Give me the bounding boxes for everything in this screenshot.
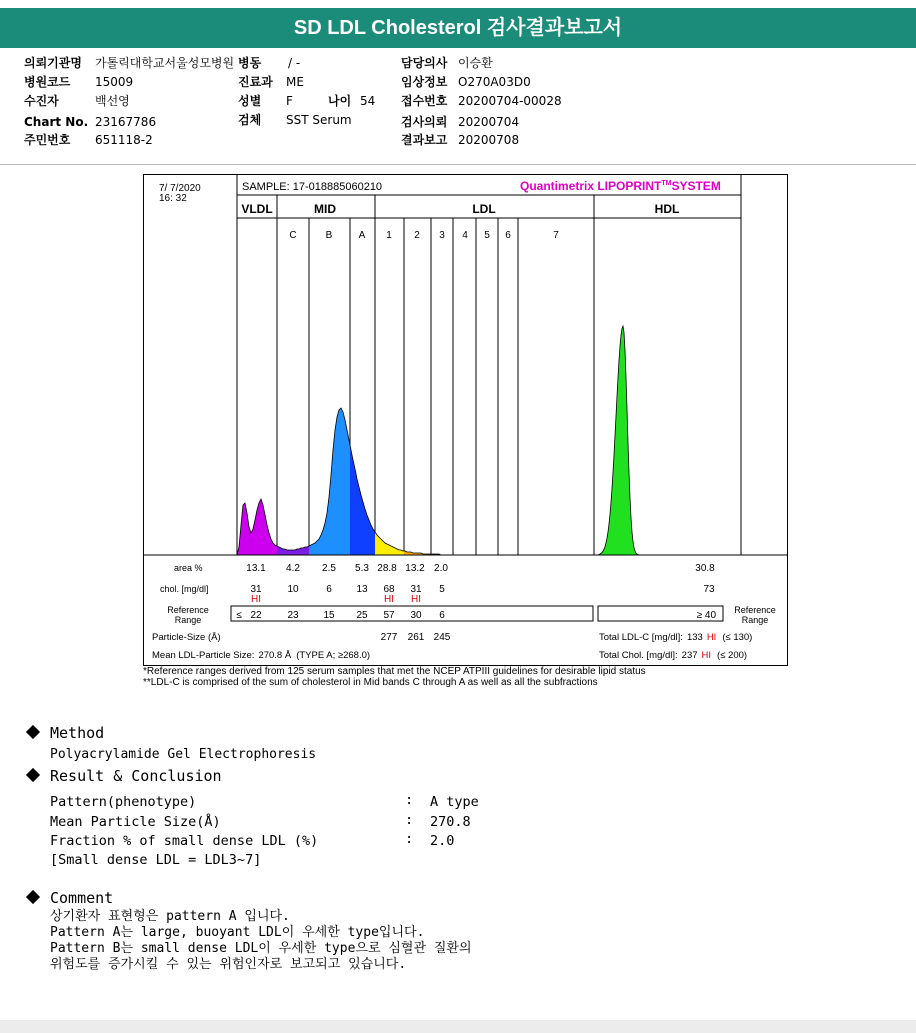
svg-text:6: 6 [439, 610, 445, 621]
band-3: 3 [439, 230, 445, 241]
result-value-1: 270.8 [430, 814, 471, 830]
band-7: 7 [553, 230, 559, 241]
svg-text:HI: HI [251, 594, 261, 605]
band-b: B [325, 230, 333, 241]
dept-label: 진료과 [238, 75, 273, 89]
result-sep-1: : [405, 812, 414, 828]
ref-label-right-1: Reference [734, 605, 776, 615]
band-c: C [289, 230, 297, 241]
age-label: 나이 [328, 94, 352, 108]
svg-text:15: 15 [323, 610, 335, 621]
report-value: 20200708 [458, 133, 520, 147]
sex-value: F [286, 94, 293, 108]
svg-text:68: 68 [383, 584, 395, 595]
result-label-2: Fraction % of small dense LDL (%) [50, 833, 319, 849]
svg-text:10: 10 [287, 584, 299, 595]
specimen-value: SST Serum [286, 113, 352, 127]
band-2: 2 [414, 230, 420, 241]
group-ldl: LDL [472, 202, 496, 216]
lipoprint-svg [144, 175, 787, 665]
id-label: 주민번호 [24, 133, 71, 147]
doctor-label: 담당의사 [401, 56, 448, 70]
footnote-1: *Reference ranges derived from 125 serum samples that met the NCEP ATPIII guidelines for desirable lipid status [143, 666, 646, 677]
comment-body [50, 909, 472, 973]
clinical-label: 임상정보 [401, 75, 448, 89]
svg-text:25: 25 [356, 610, 368, 621]
group-mid: MID [314, 202, 336, 216]
band-5: 5 [484, 230, 490, 241]
receipt-value: 20200704-00028 [458, 94, 562, 108]
comment-line-0: 상기환자 표현형은 pattern A 입니다. [50, 909, 290, 924]
sample-id: SAMPLE: 17-018885060210 [242, 181, 383, 193]
svg-text:13: 13 [356, 584, 368, 595]
ref-label-right-2: Range [741, 615, 769, 625]
hi-flags [251, 594, 421, 605]
lipoprint-chart [143, 174, 788, 666]
particle-size-label: Particle-Size (Å) [152, 632, 221, 643]
chart-date: 7/ 7/2020 [159, 183, 201, 194]
band-a: A [358, 230, 366, 241]
svg-text:13.1: 13.1 [246, 563, 266, 574]
result-sep-2: : [405, 831, 414, 847]
comment-line-2: Pattern B는 small dense LDL이 우세한 type으로 심혈관 질환의 [50, 941, 472, 956]
comment-heading: Comment [24, 889, 113, 907]
svg-text:30.8: 30.8 [695, 563, 715, 574]
svg-text:HI: HI [411, 594, 421, 605]
footnote-2: **LDL-C is comprised of the sum of cholesterol in Mid bands C through A as well as all the subfractions [143, 677, 598, 688]
institution-label: 의뢰기관명 [24, 56, 82, 70]
result-note: [Small dense LDL = LDL3~7] [50, 852, 262, 868]
result-label-0: Pattern(phenotype) [50, 794, 197, 810]
svg-text:245: 245 [433, 632, 451, 643]
svg-text:6: 6 [326, 584, 332, 595]
age-value: 54 [360, 94, 376, 108]
svg-text:4.2: 4.2 [286, 563, 300, 574]
area-label: area % [174, 563, 203, 573]
result-heading: Result & Conclusion [24, 767, 222, 785]
chart-time: 16: 32 [159, 193, 187, 204]
hospital-code-value: 15009 [95, 75, 134, 89]
svg-text:13.2: 13.2 [405, 563, 425, 574]
svg-text:277: 277 [380, 632, 398, 643]
report-title: SD LDL Cholesterol 검사결과보고서 [0, 8, 916, 48]
brand-text: Quantimetrix LIPOPRINT™SYSTEM [520, 179, 721, 193]
band-6: 6 [505, 230, 511, 241]
comment-line-3: 위험도를 증가시킬 수 있는 위험인자로 보고되고 있습니다. [50, 957, 407, 972]
footnotes [143, 666, 646, 688]
svg-text:HI: HI [384, 594, 394, 605]
receipt-label: 접수번호 [401, 94, 448, 108]
method-heading: Method [24, 724, 104, 742]
id-value: 651118-2 [95, 133, 153, 147]
patient-label: 수진자 [24, 94, 59, 108]
sex-label: 성별 [238, 94, 262, 108]
method-text: Polyacrylamide Gel Electrophoresis [50, 747, 317, 762]
particle-size-row [381, 632, 451, 643]
svg-text:73: 73 [703, 584, 715, 595]
svg-text:≤: ≤ [236, 610, 242, 621]
doctor-value: 이승환 [458, 56, 493, 70]
total-chol: Total Chol. [mg/dl]: 237 HI (≤ 200) [599, 650, 748, 661]
patient-info-panel [0, 52, 916, 165]
lipid-profile [237, 326, 639, 555]
mean-size: Mean LDL-Particle Size: 270.8 Å (TYPE A; ≥268.0) [152, 650, 371, 661]
svg-text:22: 22 [250, 610, 262, 621]
ref-label-left-2: Range [174, 615, 202, 625]
chart-no-value: 23167786 [95, 115, 157, 129]
svg-text:23: 23 [287, 610, 299, 621]
chart-no-label: Chart No. [24, 115, 89, 129]
ref-row [236, 610, 445, 621]
band-4: 4 [462, 230, 468, 241]
ward-value: / - [288, 56, 301, 70]
request-value: 20200704 [458, 115, 520, 129]
dept-value: ME [286, 75, 304, 89]
group-vldl: VLDL [241, 202, 273, 216]
group-hdl: HDL [654, 202, 680, 216]
specimen-label: 검체 [238, 113, 262, 127]
svg-text:30: 30 [410, 610, 422, 621]
svg-text:261: 261 [407, 632, 425, 643]
svg-text:28.8: 28.8 [377, 563, 397, 574]
ref-label-left-1: Reference [167, 605, 209, 615]
band-labels [289, 230, 559, 241]
svg-text:5.3: 5.3 [355, 563, 369, 574]
result-value-2: 2.0 [430, 833, 455, 849]
svg-text:2.0: 2.0 [434, 563, 448, 574]
svg-text:31: 31 [410, 584, 422, 595]
diamond-bullet-icon [26, 725, 40, 739]
band-1: 1 [386, 230, 392, 241]
institution-value: 가톨릭대학교서울성모병원 [95, 56, 235, 70]
svg-text:57: 57 [383, 610, 395, 621]
svg-text:5: 5 [439, 584, 445, 595]
result-value-0: A type [430, 794, 479, 810]
area-row [246, 563, 715, 574]
chol-label: chol. [mg/dl] [160, 584, 209, 594]
hospital-code-label: 병원코드 [24, 75, 71, 89]
request-label: 검사의뢰 [401, 115, 448, 129]
svg-text:2.5: 2.5 [322, 563, 336, 574]
comment-line-1: Pattern A는 large, buoyant LDL이 우세한 type입니다. [50, 925, 425, 940]
ref-hdl: ≥ 40 [696, 610, 716, 621]
diamond-bullet-icon [26, 890, 40, 904]
hdl-peak [599, 326, 639, 555]
svg-text:31: 31 [250, 584, 262, 595]
result-sep-0: : [405, 792, 414, 808]
page-bottom-band [0, 1020, 916, 1033]
report-label: 결과보고 [401, 133, 448, 147]
total-ldl: Total LDL-C [mg/dl]: 133 HI (≤ 130) [599, 632, 753, 643]
diamond-bullet-icon [26, 768, 40, 782]
result-label-1: Mean Particle Size(Å) [50, 814, 221, 830]
patient-value: 백선영 [95, 94, 130, 108]
chol-row [250, 584, 715, 595]
clinical-value: O270A03D0 [458, 75, 531, 89]
ward-label: 병동 [238, 56, 262, 70]
